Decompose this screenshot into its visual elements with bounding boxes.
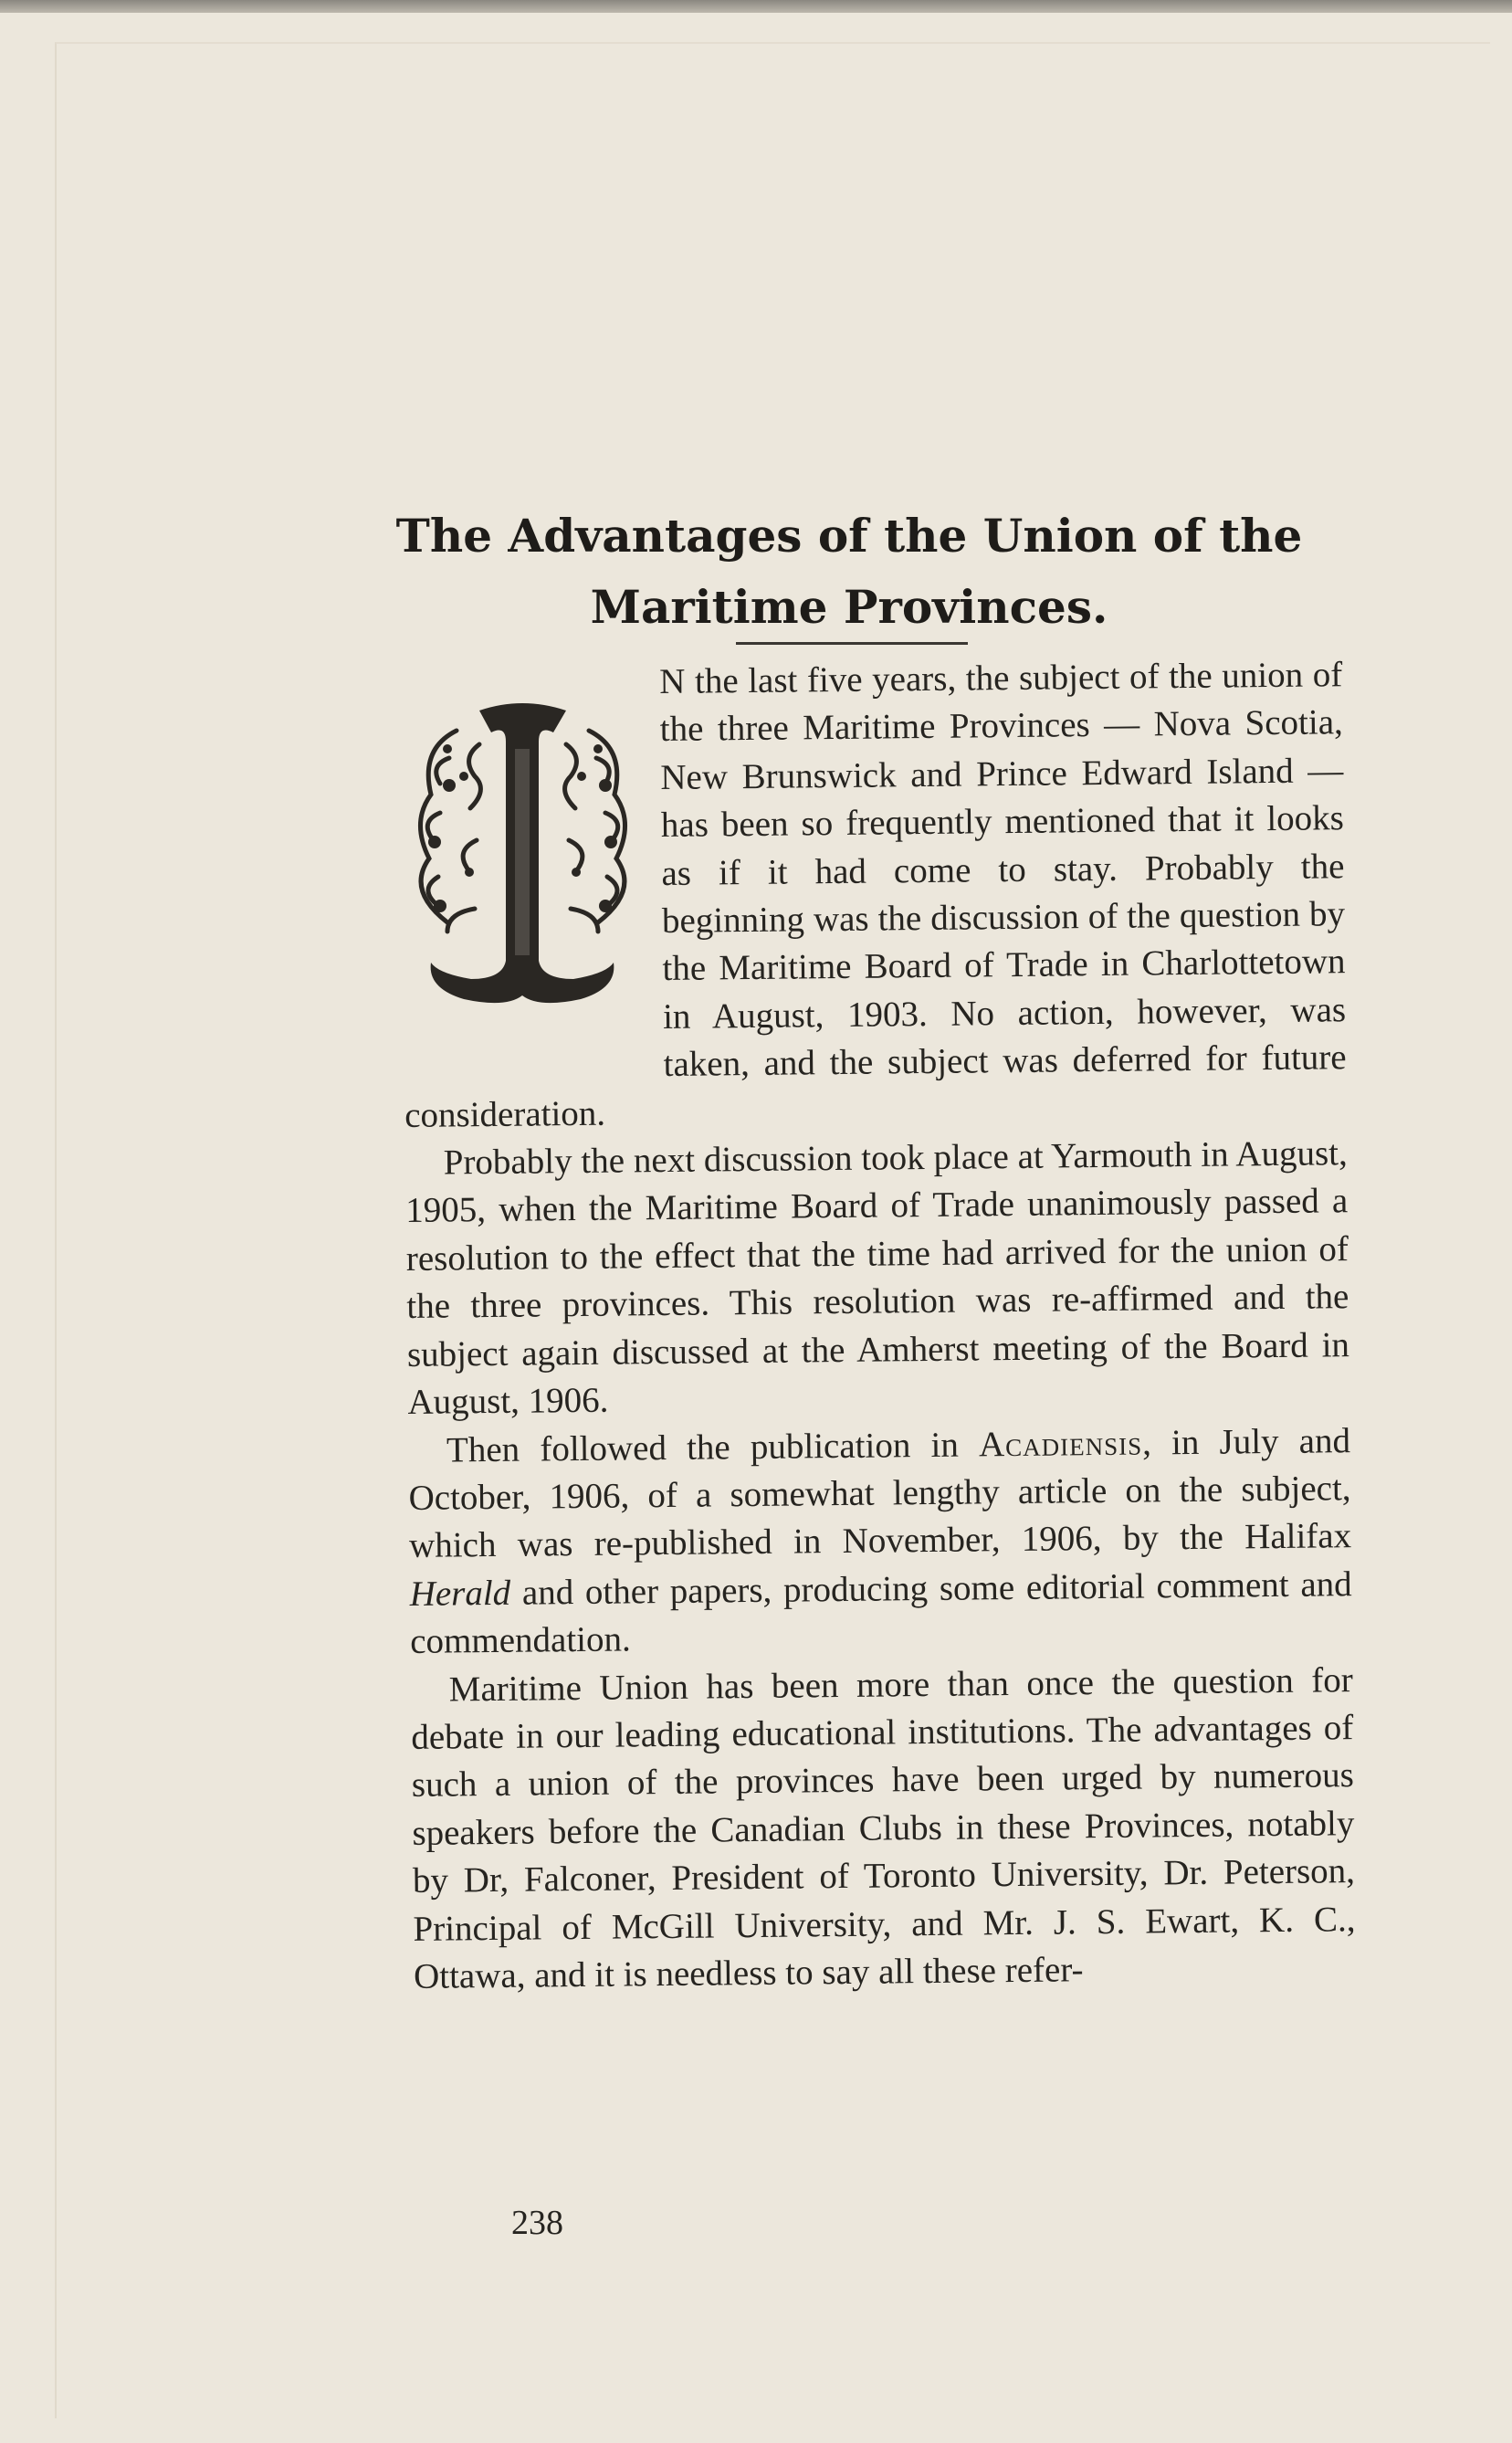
article-body bbox=[400, 651, 1356, 2001]
article-title bbox=[347, 500, 1351, 643]
paragraph-3 bbox=[408, 1417, 1353, 1667]
paragraph-4 bbox=[411, 1657, 1357, 2002]
paragraph-3-text-c: and other papers, producing some editorial comment and commendation. bbox=[410, 1564, 1352, 1662]
paragraph-2-text: Probably the next discussion took place at Yarmouth in August, 1905, when the Maritime Board of Trade unanimously passed a resolution to the effect that the time had arrived for the union of the three provinces. This resolution was re-affirmed and the subject again discussed at the Amherst meeting of the Board in August, 1906. bbox=[405, 1133, 1350, 1423]
title-rule bbox=[736, 642, 968, 645]
paragraph-2 bbox=[404, 1130, 1349, 1427]
article-title-line-2: Maritime Provinces. bbox=[590, 580, 1108, 634]
page-number: 238 bbox=[511, 2204, 563, 2242]
article-title-line-1: The Advantages of the Union of the bbox=[395, 509, 1303, 563]
paragraph-4-text: Maritime Union has been more than once the question for debate in our leading educational institutions. The advantages of such a union of the provinces have been urged by numerous speakers before the Canadian Clubs in these Provinces, notably by Dr, Falconer, President of Toronto University, Dr. Peterson, Principal of McGill University, and Mr. J. S. Ewart, K. C., Ottawa, and it is needless to say all these refer- bbox=[411, 1659, 1356, 1996]
paragraph-3-text-a: Then followed the publication in bbox=[446, 1425, 960, 1470]
paragraph-1-text: N the last five years, the subject of the union of the three Maritime Provinces — Nova Scotia, New Brunswick and Prince Edward Island — has been so frequently mentioned that it looks as if it had come to stay. Probably the beginning was the discussion of the question by the Maritime Board of Trade in Charlottetown in August, 1903. No action, however, was taken, and the subject was deferred for future consideration. bbox=[404, 655, 1347, 1135]
paragraph-3-text-b: , in July and October, 1906, of a somewhat lengthy article on the subject, which was re-published in November, 1906, by the Halifax bbox=[408, 1420, 1352, 1566]
page-top-edge bbox=[0, 0, 1512, 13]
newspaper-name: Herald bbox=[409, 1573, 511, 1614]
journal-name: Acadiensis bbox=[978, 1423, 1143, 1464]
